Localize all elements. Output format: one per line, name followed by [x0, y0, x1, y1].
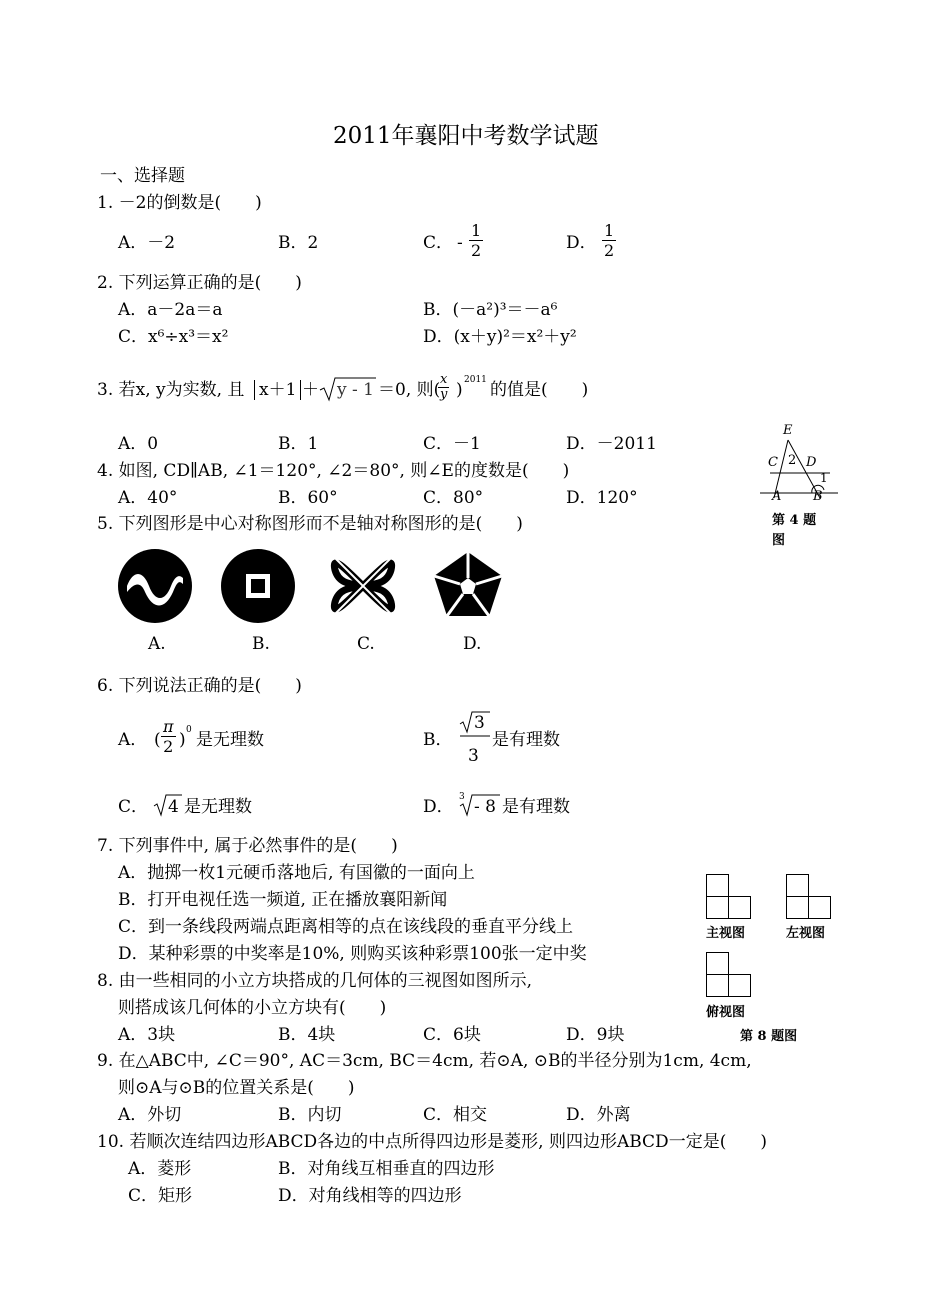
- q6-option-a-exponent: 0: [186, 725, 192, 735]
- q8-option-b: B．4块: [278, 1025, 336, 1045]
- q3-exponent: 2011: [464, 375, 487, 385]
- q5-label-c: C.: [357, 634, 375, 654]
- q3-option-b: B．1: [278, 434, 319, 454]
- q3-option-a: A．0: [118, 434, 159, 454]
- q8-left-view: [786, 874, 834, 920]
- q3-option-c: C．－1: [423, 434, 481, 454]
- q3-equals: ＝0, 则(: [378, 380, 441, 400]
- q4-figure-caption-line2: 图: [772, 533, 786, 548]
- q4-label-c: C: [768, 455, 778, 470]
- q3-plus: ＋: [302, 380, 319, 400]
- fraction-numerator: 1: [604, 221, 615, 240]
- q6-option-b-prefix: B．: [423, 730, 453, 750]
- q3-abs-expression: x＋1: [254, 380, 301, 400]
- q7-option-a: A．抛掷一枚1元硬币落地后, 有国徽的一面向上: [118, 863, 475, 883]
- q6-option-b-numerator: 3: [474, 713, 485, 733]
- q8-option-d: D．9块: [566, 1025, 625, 1045]
- q10-option-a: A．菱形: [128, 1159, 192, 1179]
- q3-option-d: D．－2011: [566, 434, 657, 454]
- q8-stem-line1: 8. 由一些相同的小立方块搭成的几何体的三视图如图所示,: [97, 971, 533, 991]
- q3-close-paren: ): [456, 380, 463, 400]
- q8-left-view-label: 左视图: [786, 926, 826, 941]
- q9-option-a: A．外切: [118, 1105, 182, 1125]
- q2-stem: 2. 下列运算正确的是( ): [97, 273, 302, 293]
- q8-top-view: [706, 952, 754, 998]
- q8-front-view-label: 主视图: [706, 926, 746, 941]
- q8-option-a: A．3块: [118, 1025, 176, 1045]
- q6-option-c-prefix: C．: [118, 797, 149, 817]
- q4-option-a: A．40°: [118, 488, 178, 508]
- q4-option-b: B．60°: [278, 488, 338, 508]
- page-title: 2011年襄阳中考数学试题: [333, 123, 599, 149]
- q6-option-a-open-paren: (: [154, 730, 161, 750]
- q2-option-b: B．(－a²)³＝－a⁶: [423, 300, 558, 320]
- q1-option-c-sign: -: [457, 233, 463, 253]
- q8-option-c: C．6块: [423, 1025, 481, 1045]
- q6-option-c-radicand: 4: [168, 797, 179, 817]
- q1-option-a: A．－2: [118, 233, 176, 253]
- q6-option-d-radicand: - 8: [474, 797, 496, 817]
- q1-option-c-fraction: [469, 221, 483, 260]
- q7-option-d: D．某种彩票的中奖率是10%, 则购买该种彩票100张一定中奖: [118, 944, 587, 964]
- q3-fraction: [438, 373, 449, 402]
- q2-option-a: A．a－2a＝a: [118, 300, 223, 320]
- q5-label-b: B.: [252, 634, 270, 654]
- q6-option-d-index: 3: [459, 792, 465, 802]
- q7-option-c: C．到一条线段两端点距离相等的点在该线段的垂直平分线上: [118, 917, 574, 937]
- q6-option-a-prefix: A．: [118, 730, 148, 750]
- q5-figure-d: [430, 548, 506, 624]
- q6-stem: 6. 下列说法正确的是( ): [97, 676, 302, 696]
- q6-option-c-text: 是无理数: [184, 797, 252, 817]
- q9-stem-line2: 则⊙A与⊙B的位置关系是( ): [118, 1078, 355, 1098]
- q10-option-d: D．对角线相等的四边形: [278, 1186, 462, 1206]
- q4-label-a: A: [772, 489, 782, 504]
- q1-option-b: B．2: [278, 233, 319, 253]
- q4-stem: 4. 如图, CD∥AB, ∠1＝120°, ∠2＝80°, 则∠E的度数是( ): [97, 461, 570, 481]
- fraction-denominator: y: [440, 387, 448, 402]
- q4-label-e: E: [783, 423, 793, 438]
- q5-label-a: A.: [148, 634, 166, 654]
- q5-figure-b: [220, 548, 296, 624]
- q1-option-c: C．: [423, 233, 454, 253]
- fraction-denominator: 2: [163, 737, 174, 756]
- q5-figure-c: [325, 548, 401, 624]
- q6-option-a-text: 是无理数: [196, 730, 264, 750]
- q5-figure-a: [117, 548, 193, 624]
- fraction-denominator: 2: [471, 241, 482, 260]
- q9-stem-line1: 9. 在△ABC中, ∠C＝90°, AC＝3cm, BC＝4cm, 若⊙A, ⊙B的半径分别为1cm, 4cm,: [97, 1051, 752, 1071]
- q6-option-b-denominator: 3: [468, 746, 479, 766]
- q8-figure-caption: 第 8 题图: [740, 1029, 798, 1044]
- q2-option-d: D．(x＋y)²＝x²＋y²: [423, 327, 577, 347]
- q6-option-a-close-paren: ): [179, 730, 186, 750]
- q6-option-a-fraction: [161, 717, 176, 756]
- q4-label-1: 1: [820, 471, 828, 485]
- q1-stem: 1. －2的倒数是( ): [97, 193, 262, 213]
- q8-stem-line2: 则搭成该几何体的小立方块有( ): [118, 998, 387, 1018]
- q10-option-c: C．矩形: [128, 1186, 193, 1206]
- q8-front-view: [706, 874, 754, 920]
- q3-sqrt-radicand: y - 1: [337, 380, 374, 400]
- q9-option-b: B．内切: [278, 1105, 342, 1125]
- q4-label-b: B: [813, 489, 823, 504]
- fraction-numerator: x: [438, 373, 449, 388]
- q6-option-d-prefix: D．: [423, 797, 454, 817]
- q4-label-2: 2: [788, 453, 797, 468]
- fraction-denominator: 2: [604, 241, 615, 260]
- q9-option-c: C．相交: [423, 1105, 488, 1125]
- fraction-numerator: 1: [471, 221, 482, 240]
- q4-option-d: D．120°: [566, 488, 638, 508]
- fraction-numerator: π: [163, 717, 174, 736]
- q10-option-b: B．对角线互相垂直的四边形: [278, 1159, 495, 1179]
- q5-label-d: D.: [463, 634, 482, 654]
- q10-stem: 10. 若顺次连结四边形ABCD各边的中点所得四边形是菱形, 则四边形ABCD一定是( ): [97, 1132, 767, 1152]
- section-heading: 一、选择题: [100, 166, 185, 186]
- q2-option-c: C．x⁶÷x³＝x²: [118, 327, 229, 347]
- q4-label-d: D: [806, 455, 817, 470]
- q4-figure-caption-line1: 第 4 题: [772, 513, 817, 528]
- q1-option-d: D．: [566, 233, 597, 253]
- q8-top-view-label: 俯视图: [706, 1005, 746, 1020]
- q7-stem: 7. 下列事件中, 属于必然事件的是( ): [97, 836, 398, 856]
- q3-stem-prefix: 3. 若x, y为实数, 且: [97, 380, 245, 400]
- q4-option-c: C．80°: [423, 488, 484, 508]
- q5-stem: 5. 下列图形是中心对称图形而不是轴对称图形的是( ): [97, 514, 523, 534]
- q9-option-d: D．外离: [566, 1105, 631, 1125]
- q6-option-b-text: 是有理数: [492, 730, 560, 750]
- q1-option-d-fraction: [602, 221, 616, 260]
- q3-stem-suffix: 的值是( ): [490, 380, 589, 400]
- q7-option-b: B．打开电视任选一频道, 正在播放襄阳新闻: [118, 890, 448, 910]
- q6-option-d-text: 是有理数: [502, 797, 570, 817]
